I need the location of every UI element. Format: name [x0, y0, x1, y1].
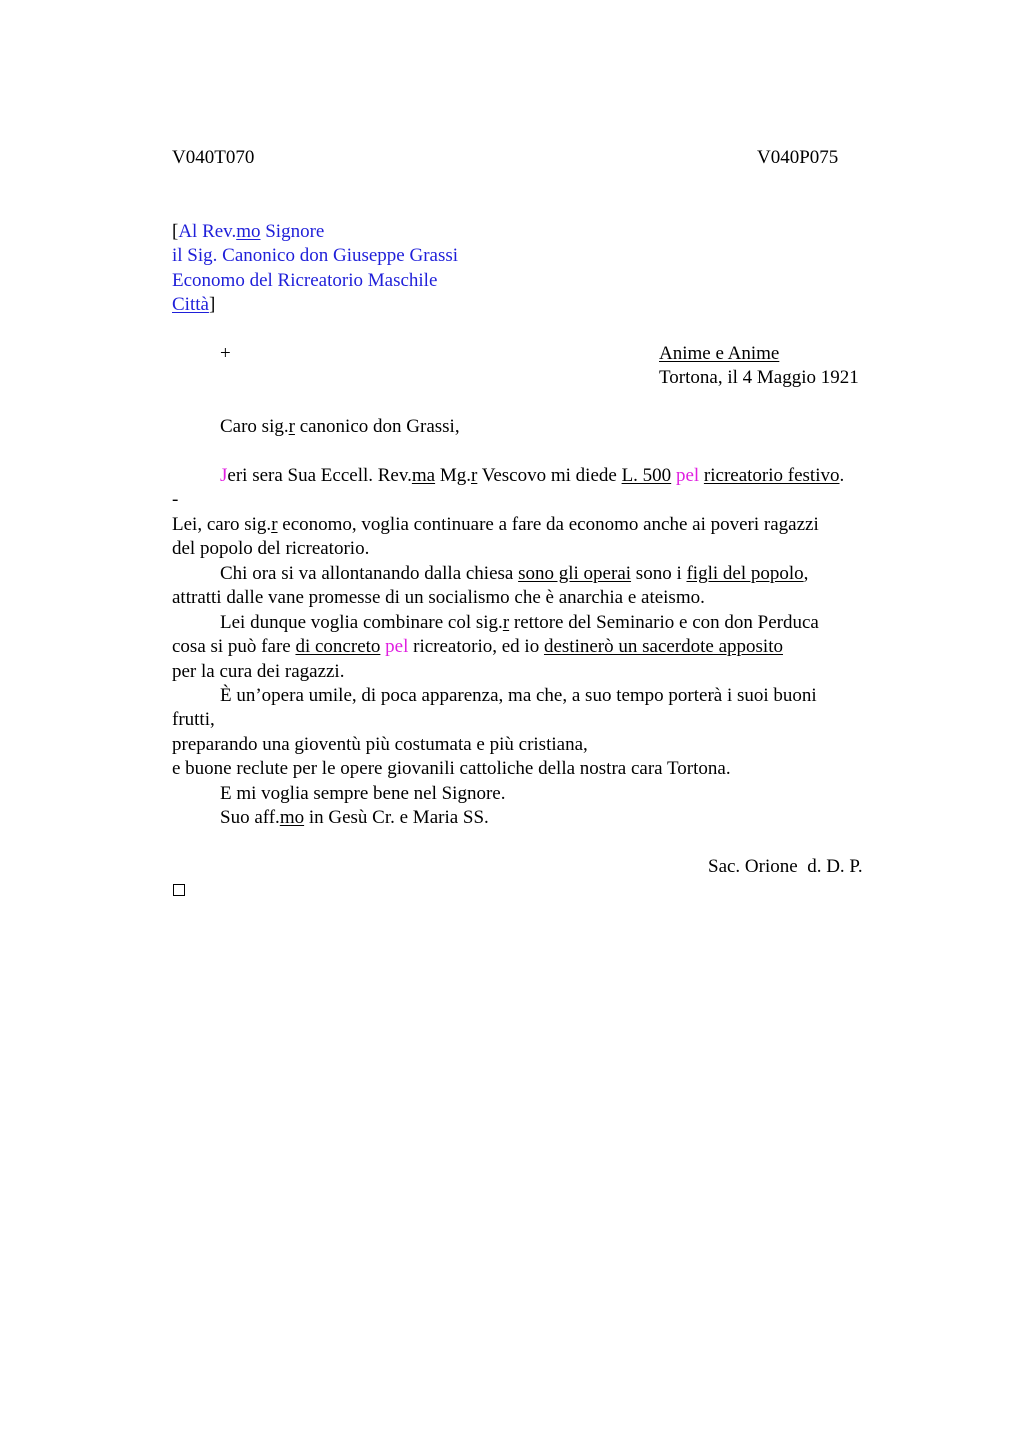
- paragraph-5-line-1: È un’opera umile, di poca apparenza, ma che, a suo tempo porterà i suoi buoni: [220, 685, 817, 706]
- highlight-pel: pel: [385, 636, 409, 657]
- amount: L. 500: [621, 465, 672, 486]
- text-span: in Gesù Cr. e Maria SS.: [304, 807, 489, 828]
- text-span: ,: [803, 563, 809, 584]
- text-span: Suo aff.: [220, 807, 280, 828]
- abbrev-ma: ma: [411, 465, 436, 486]
- text-span: .: [839, 465, 845, 486]
- dash: -: [172, 489, 179, 510]
- underlined-phrase: figli del popolo: [686, 563, 804, 584]
- salutation-part-2: canonico don Grassi,: [294, 416, 460, 437]
- address-recipient-title: Al Rev.: [178, 221, 237, 242]
- signature: Sac. Orione d. D. P.: [708, 856, 863, 877]
- address-open-bracket: [: [172, 221, 179, 242]
- address-line-3: Economo del Ricreatorio Maschile: [172, 270, 438, 291]
- document-code-left: V040T070: [172, 147, 255, 168]
- paragraph-2-line-1: [172, 513, 819, 537]
- text-span: sono i: [631, 563, 687, 584]
- underlined-phrase: sono gli operai: [518, 563, 632, 584]
- address-line-2: il Sig. Canonico don Giuseppe Grassi: [172, 245, 459, 266]
- address-line-4: [172, 293, 215, 317]
- text-span: ricreatorio, ed io: [408, 636, 544, 657]
- paragraph-3-line-2: attratti dalle vane promesse di un socialismo che è anarchia e ateismo.: [172, 587, 705, 608]
- document-code-right: V040P075: [757, 147, 839, 168]
- paragraph-3-line-1: [220, 562, 808, 586]
- text-span: eri sera Sua Eccell. Rev.: [227, 465, 412, 486]
- motto: Anime e Anime: [659, 343, 780, 364]
- address-close-bracket: ]: [208, 294, 216, 315]
- text-span: Mg.: [435, 465, 471, 486]
- salutation-part-1: Caro sig.: [220, 416, 289, 437]
- text-span: Lei, caro sig.: [172, 514, 272, 535]
- end-square-icon: [173, 884, 185, 896]
- paragraph-1-initial: J: [220, 465, 228, 486]
- abbrev-r: r: [471, 465, 478, 486]
- abbrev-mo: mo: [279, 807, 305, 828]
- salutation: [220, 415, 460, 439]
- underlined-phrase: ricreatorio festivo: [703, 465, 840, 486]
- address-signore: Signore: [260, 221, 325, 242]
- paragraph-5-line-2: frutti,: [172, 709, 215, 730]
- cross-symbol: +: [220, 343, 231, 364]
- abbrev-r: r: [502, 612, 510, 633]
- paragraph-4-line-2: [172, 635, 783, 659]
- underlined-phrase: di concreto: [295, 636, 381, 657]
- text-span: Vescovo mi diede: [477, 465, 622, 486]
- text-span: Lei dunque voglia combinare col sig.: [220, 612, 503, 633]
- paragraph-4-line-3: per la cura dei ragazzi.: [172, 661, 345, 682]
- address-city: Città: [172, 294, 209, 315]
- text-span: Chi ora si va allontanando dalla chiesa: [220, 563, 519, 584]
- highlight-pel: pel: [675, 465, 700, 486]
- underlined-phrase: destinerò un sacerdote apposito: [543, 636, 783, 657]
- paragraph-2-line-2: del popolo del ricreatorio.: [172, 538, 370, 559]
- closing-line-1: E mi voglia sempre bene nel Signore.: [220, 783, 506, 804]
- text-span: rettore del Seminario e con don Perduca: [509, 612, 819, 633]
- address-abbrev-mo: mo: [236, 221, 261, 242]
- paragraph-5-line-4: e buone reclute per le opere giovanili cattoliche della nostra cara Tortona.: [172, 758, 731, 779]
- abbrev-r: r: [271, 514, 278, 535]
- place-date: Tortona, il 4 Maggio 1921: [659, 367, 859, 388]
- paragraph-4-line-1: [220, 611, 819, 635]
- text-span: economo, voglia continuare a fare da economo anche ai poveri ragazzi: [277, 514, 819, 535]
- closing-line-2: [220, 806, 489, 830]
- paragraph-1: [220, 464, 844, 488]
- paragraph-5-line-3: preparando una gioventù più costumata e più cristiana,: [172, 734, 588, 755]
- text-span: cosa si può fare: [172, 636, 296, 657]
- address-line-1: [172, 220, 324, 244]
- salutation-abbrev: r: [288, 416, 295, 437]
